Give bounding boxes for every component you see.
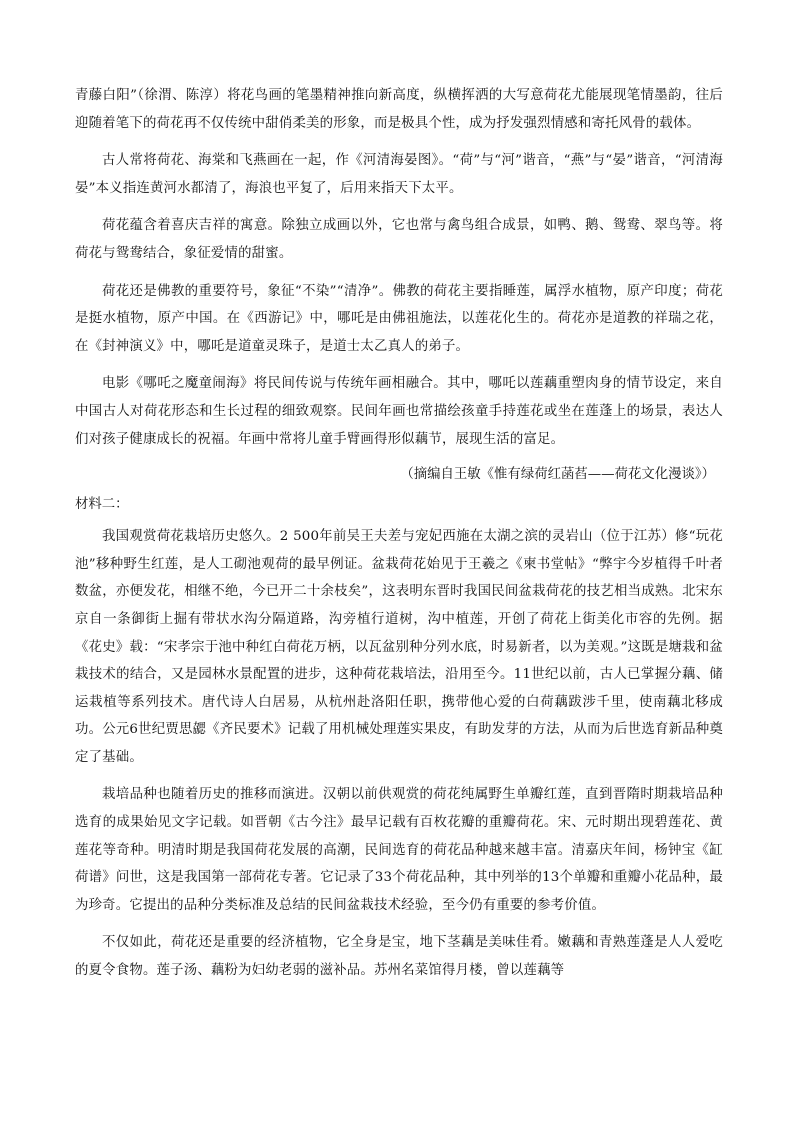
material1-paragraph-3: 荷花还是佛教的重要符号，象征“不染”“清净”。佛教的荷花主要指睡莲，属浮水植物，原产印度；荷花是挺水植物，原产中国。在《西游记》中，哪吒是由佛祖施法，以莲花化生的。荷花亦是道教的祥瑞之花，在《封神演义》中，哪吒是道童灵珠子，是道士太乙真人的弟子。 [75, 283, 723, 354]
material2-paragraph-3: 不仅如此，荷花还是重要的经济植物，它全身是宝，地下茎藕是美味佳肴。嫩藕和青熟莲蓬是人人爱吃的夏令食物。莲子汤、藕粉为妇幼老弱的滋补品。苏州名菜馆得月楼，曾以莲藕等 [75, 935, 723, 979]
material1-paragraph-2: 荷花蕴含着喜庆吉祥的寓意。除独立成画以外，它也常与禽鸟组合成景，如鸭、鹅、鸳鸯、翠鸟等。将荷花与鸳鸯结合，象征爱情的甜蜜。 [75, 218, 723, 261]
document-page [75, 82, 723, 995]
material1-paragraph-1: 古人常将荷花、海棠和飞燕画在一起，作《河清海晏图》。“荷”与“河”谐音，“燕”与“晏”谐音，“河清海晏”本义指连黄河水都清了，海浪也平复了，后用来指天下太平。 [75, 153, 723, 196]
material2-paragraph-1: 我国观赏荷花栽培历史悠久。2 500年前吴王夫差与宠妃西施在太湖之滨的灵岩山（位于江苏）修“玩花池”移种野生红莲，是人工砌池观荷的最早例证。盆栽荷花始见于王羲之《柬书堂帖》“弊宇今岁植得千叶者数盆，亦便发花，相继不绝，今已开二十余枝矣”，这表明东晋时我国民间盆栽荷花的技艺相当成熟。北宋东京自一条御街上掘有带状水沟分隔道路，沟旁植行道树，沟中植莲，开创了荷花上街美化市容的先例。据《花史》载：“宋孝宗于池中种红白荷花万柄，以瓦盆别种分列水底，时易新者，以为美观。”这既是塘栽和盆栽技术的结合，又是园林水景配置的进步，这种荷花栽培法，沿用至今。11世纪以前，古人已掌握分藕、储运栽植等系列技术。唐代诗人白居易，从杭州赴洛阳任职，携带他心爱的白荷藕跋涉千里，使南藕北移成功。公元6世纪贾思勰《齐民要术》记载了用机械处理莲实果皮，有助发芽的方法，从而为后世选育新品种奠定了基础。 [75, 529, 723, 765]
material1-paragraph-4: 电影《哪吒之魔童闹海》将民间传说与传统年画相融合。其中，哪吒以莲藕重塑肉身的情节设定，来自中国古人对荷花形态和生长过程的细致观察。民间年画也常描绘孩童手持莲花或坐在莲蓬上的场景，表达人们对孩子健康成长的祝福。年画中常将儿童手臂画得形似藕节，展现生活的富足。 [75, 376, 723, 447]
material1-paragraph-0: 青藤白阳”（徐渭、陈淳）将花鸟画的笔墨精神推向新高度，纵横挥洒的大写意荷花尤能展现笔情墨韵，往后迎随着笔下的荷花再不仅传统中甜俏柔美的形象，而是极具个性，成为抒发强烈情感和寄托风骨的载体。 [75, 88, 723, 131]
material1-source-citation: （摘编自王敏《惟有绿荷红菡萏——荷花文化漫谈》） [400, 467, 715, 483]
material2-heading: 材料二： [75, 497, 129, 513]
material2-paragraph-2: 栽培品种也随着历史的推移而演进。汉朝以前供观赏的荷花纯属野生单瓣红莲，直到晋隋时期栽培品种选育的成果始见文字记载。如晋朝《古今注》最早记载有百枚花瓣的重瓣荷花。宋、元时期出现碧莲花、黄莲花等奇种。明清时期是我国荷花发展的高潮，民间选育的荷花品种越来越丰富。清嘉庆年间，杨钟宝《缸荷谱》问世，这是我国第一部荷花专著。它记录了33个荷花品种，其中列举的13个单瓣和重瓣小花品种，最为珍奇。它提出的品种分类标准及总结的民间盆栽技术经验，至今仍有重要的参考价值。 [75, 787, 723, 913]
